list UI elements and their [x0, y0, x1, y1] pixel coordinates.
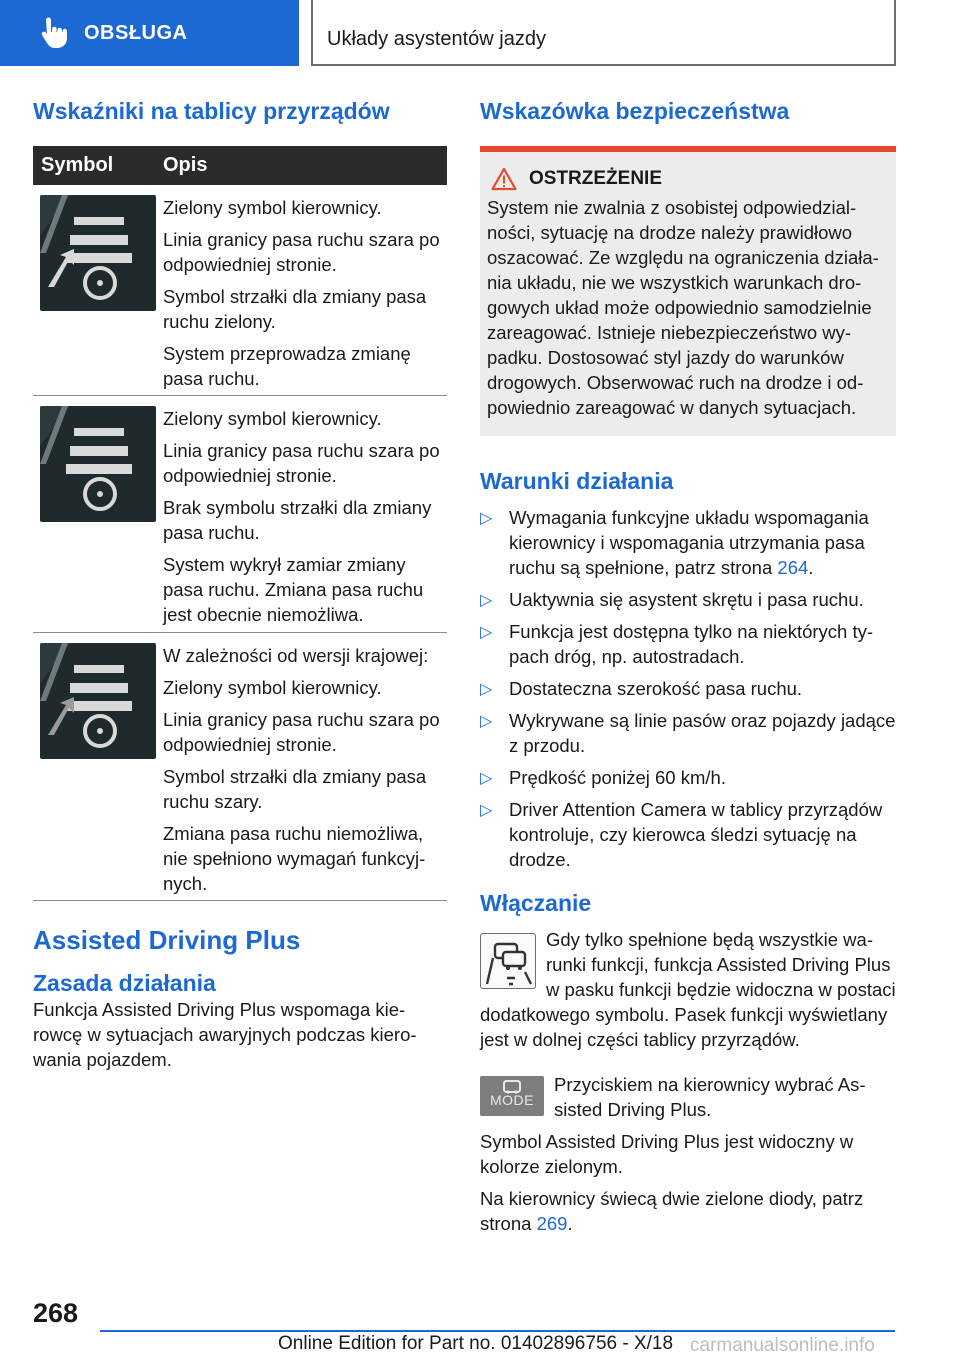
warning-text: System nie zwalnia z osobistej odpowiedzialności, sytuację na drodze należy prawidłowo oszacować. Ze względu na ograniczenia działania układu, nie we wszystkich warunkach drogowych układ może odpowiednio samodzielnie zareagować. Istnieje niebezpieczeństwo wypadku. Dostosować styl jazdy do warunków drogowych. Obserwować ruch na drodze i odpowiednio zareagować w danych sytuacjach.	[487, 197, 879, 418]
list-item: ▷ Funkcja jest dostępna tylko na niektórych typach dróg, np. autostradach.	[480, 621, 874, 667]
footer-line	[100, 1330, 895, 1332]
indicators-heading: Wskaźniki na tablicy przyrządów	[33, 98, 390, 124]
row-3-line-5: Zmiana pasa ruchu niemożliwa, nie spełniono wymagań funkcyjnych.	[163, 823, 426, 894]
page-number: 268	[33, 1298, 79, 1328]
row-2-line-2: Linia granicy pasa ruchu szara po odpowiedniej stronie.	[163, 440, 440, 486]
leds-paragraph: Na kierownicy świecą dwie zielone diody, patrz strona 269.	[480, 1188, 864, 1234]
activation-heading: Włączanie	[480, 890, 592, 916]
activation-text: Gdy tylko spełnione będą wszystkie warunki funkcji, funkcja Assisted Driving Plus w pasku funkcji będzie widoczna w postaci dodatkowego symbolu. Pasek funkcji wyświetlany jest w dolnej części tablicy przyrządów.	[480, 929, 896, 1050]
section-tab-label: OBSŁUGA	[84, 21, 188, 44]
edition-text: Online Edition for Part no. 01402896756 - X/18	[278, 1333, 674, 1354]
row-1-line-4: System przeprowadza zmianę pasa ruchu.	[163, 343, 411, 389]
list-item: ▷ Wykrywane są linie pasów oraz pojazdy jadące z przodu.	[480, 710, 896, 756]
chapter-title: Układy asystentów jazdy	[311, 0, 896, 66]
table-row	[33, 633, 447, 901]
page-link-264[interactable]: 264	[777, 557, 809, 578]
mode-label: MODE	[490, 1092, 534, 1108]
list-item: ▷ Prędkość poniżej 60 km/h.	[480, 767, 726, 788]
lane-change-arrow-grey-icon	[40, 643, 156, 759]
row-1-line-1: Zielony symbol kierownicy.	[163, 197, 382, 218]
list-item: ▷ Driver Attention Camera w tablicy przyrządów kontroluje, czy kierowca śledzi sytuację na drodze.	[480, 799, 883, 870]
adp-title: Assisted Driving Plus	[33, 925, 301, 955]
row-2-line-1: Zielony symbol kierownicy.	[163, 408, 382, 429]
principle-text: Funkcja Assisted Driving Plus wspomaga kierowcę w sytuacjach awaryjnych podczas kierowania pojazdem.	[33, 999, 417, 1070]
row-2-line-4: System wykrył zamiar zmiany pasa ruchu. Zmiana pasa ruchu jest obecnie niemożliwa.	[163, 554, 424, 625]
row-3-line-3: Linia granicy pasa ruchu szara po odpowiedniej stronie.	[163, 709, 440, 755]
row-1-line-3: Symbol strzałki dla zmiany pasa ruchu zielony.	[163, 286, 427, 332]
safety-heading: Wskazówka bezpieczeństwa	[480, 98, 790, 124]
list-item: ▷ Wymagania funkcyjne układu wspomagania kierownicy i wspomagania utrzymania pasa ruchu są spełnione, patrz strona 264.	[480, 507, 869, 578]
row-3-line-1: W zależności od wersji krajowej:	[163, 645, 429, 666]
row-3-line-4: Symbol strzałki dla zmiany pasa ruchu szary.	[163, 766, 427, 812]
row-2-line-3: Brak symbolu strzałki dla zmiany pasa ruchu.	[163, 497, 432, 543]
page-link-269[interactable]: 269	[536, 1213, 568, 1234]
table-row	[33, 396, 447, 633]
col-desc-header: Opis	[163, 154, 208, 176]
hand-pointer-icon	[36, 16, 70, 50]
mode-text: Przyciskiem na kierownicy wybrać Assisted Driving Plus.	[554, 1074, 866, 1120]
row-3-line-2: Zielony symbol kierownicy.	[163, 677, 382, 698]
conditions-list	[480, 505, 896, 872]
green-symbol-text: Symbol Assisted Driving Plus jest widoczny w kolorze zielonym.	[480, 1131, 854, 1177]
col-symbol-header: Symbol	[41, 154, 114, 176]
section-tab[interactable]	[0, 0, 299, 66]
mode-button-icon	[480, 1076, 544, 1116]
warning-label: OSTRZEŻENIE	[529, 168, 663, 189]
row-1-line-2: Linia granicy pasa ruchu szara po odpowiedniej stronie.	[163, 229, 440, 275]
conditions-heading: Warunki działania	[480, 468, 674, 494]
table-header	[33, 146, 447, 185]
principle-heading: Zasada działania	[33, 970, 216, 996]
left-column	[33, 98, 447, 1072]
list-item: ▷ Uaktywnia się asystent skrętu i pasa ruchu.	[480, 589, 864, 610]
warning-triangle-icon	[491, 167, 517, 191]
watermark: carmanualsonline.info	[690, 1335, 875, 1356]
lane-change-no-arrow-icon	[40, 406, 156, 522]
list-item: ▷ Dostateczna szerokość pasa ruchu.	[480, 678, 803, 699]
right-column	[480, 98, 896, 1236]
table-row	[33, 185, 447, 396]
assisted-driving-icon	[480, 933, 536, 989]
warning-box	[480, 152, 896, 436]
lane-change-arrow-green-icon	[40, 195, 156, 311]
